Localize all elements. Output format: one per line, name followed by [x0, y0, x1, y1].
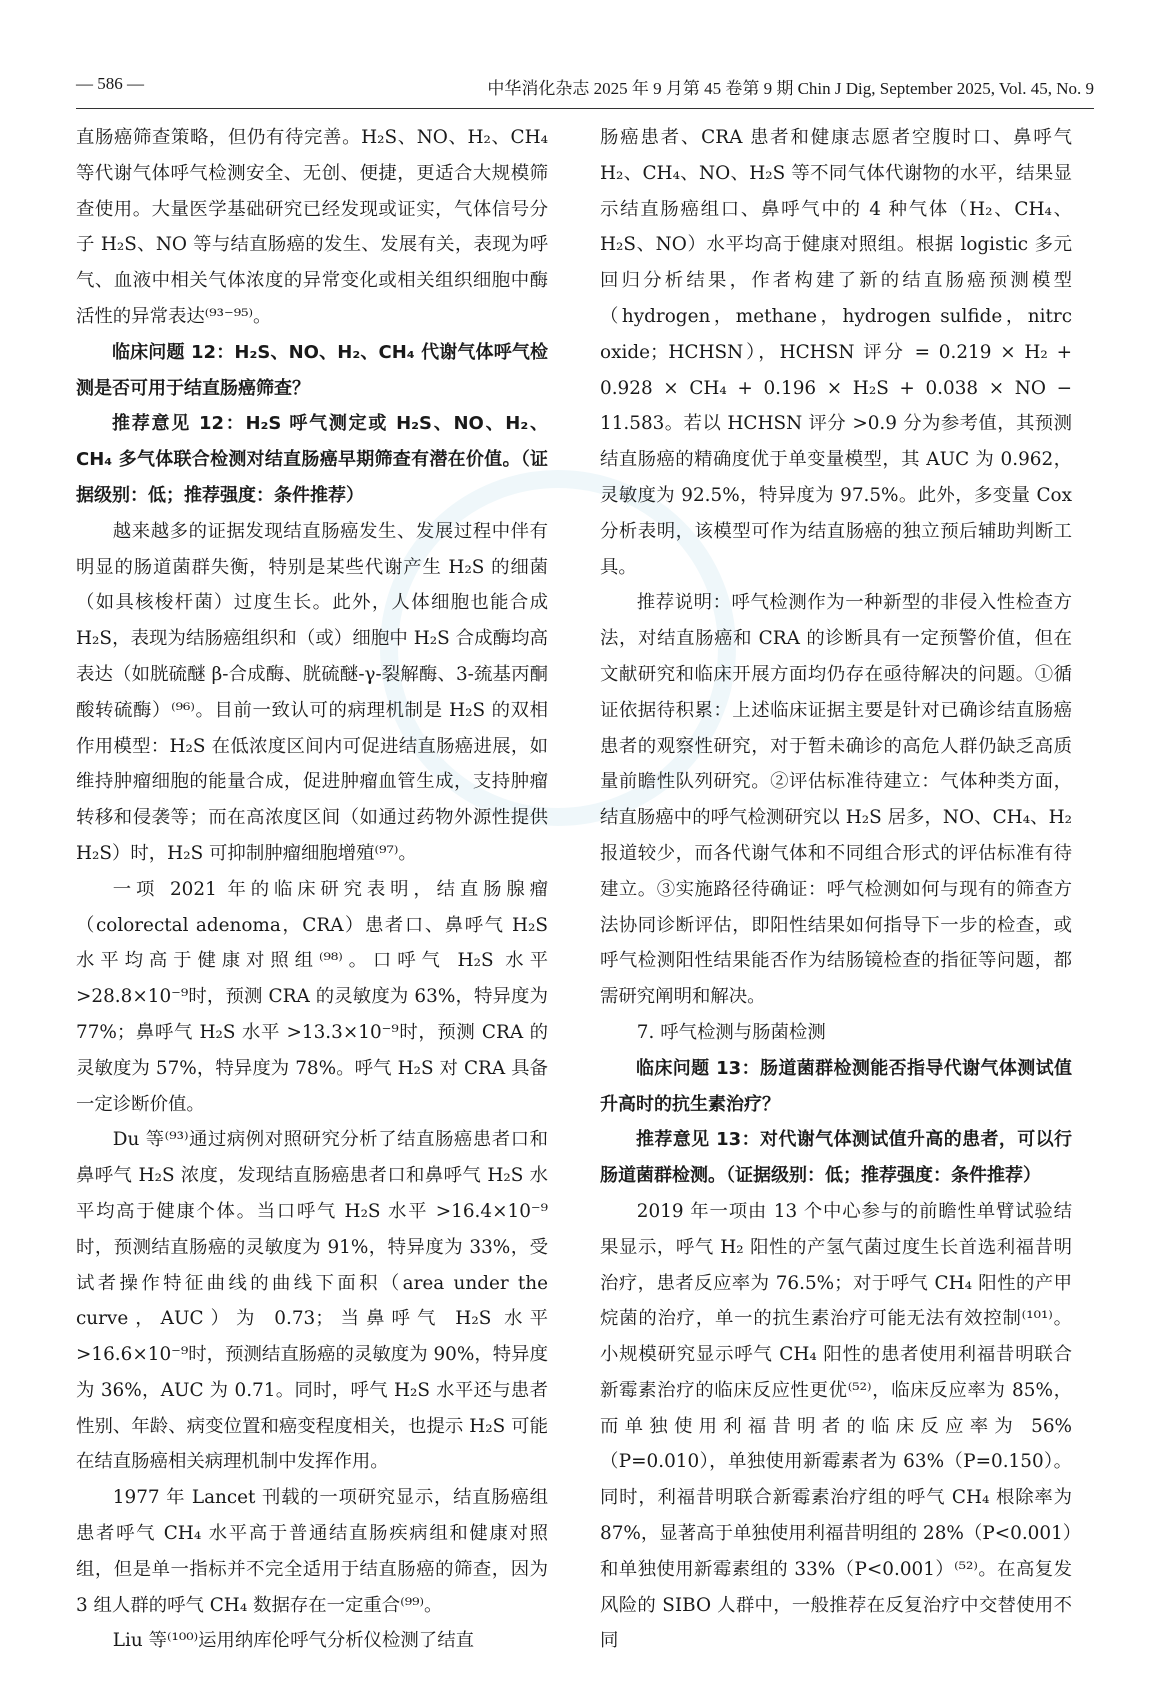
page-number: — 586 — — [76, 74, 144, 93]
right-column — [600, 120, 1072, 1659]
paragraph: Du 等⁽⁹³⁾通过病例对照研究分析了结直肠癌患者口和鼻呼气 H₂S 浓度，发现结直肠癌患者口和鼻呼气 H₂S 水平均高于健康个体。当口呼气 H₂S 水平 >16.4×10⁻⁹时，预测结直肠癌的灵敏度为 91%，特异度为 33%，受试者操作特征曲线的曲线下面积（area under the curve，AUC）为 0.73；当鼻呼气 H₂S 水平 >16.6×10⁻⁹时，预测结直肠癌的灵敏度为 90%，特异度为 36%，AUC 为 0.71。同时，呼气 H₂S 水平还与患者性别、年龄、病变位置和癌变程度相关，也提示 H₂S 可能在结直肠癌相关病理机制中发挥作用。 — [76, 1129, 548, 1473]
section-title: 7. 呼气检测与肠菌检测 — [636, 1021, 826, 1043]
clinical-question-13: 临床问题 13：肠道菌群检测能否指导代谢气体测试值升高时的抗生素治疗？ — [600, 1057, 1072, 1115]
paragraph: 1977 年 Lancet 刊载的一项研究显示，结直肠癌组患者呼气 CH₄ 水平高于普通结直肠疾病组和健康对照组，但是单一指标并不完全适用于结直肠癌的筛查，因为 3 组人群的呼气 CH₄ 数据存在一定重合⁽⁹⁹⁾。 — [76, 1487, 548, 1616]
recommendation-note: 推荐说明：呼气检测作为一种新型的非侵入性检查方法，对结直肠癌和 CRA 的诊断具有一定预警价值，但在文献研究和临床开展方面均仍存在亟待解决的问题。①循证依据待积累：上述临床证据主要是针对已确诊结直肠癌患者的观察性研究，对于暂未确诊的高危人群仍缺乏高质量前瞻性队列研究。②评估标准待建立：气体种类方面，结直肠癌中的呼气检测研究以 H₂S 居多，NO、CH₄、H₂ 报道较少，而各代谢气体和不同组合形式的评估标准有待建立。③实施路径待确证：呼气检测如何与现有的筛查方法协同诊断评估，即阳性结果如何指导下一步的检查，或呼气检测阳性结果能否作为结肠镜检查的指征等问题，都需研究阐明和解决。 — [600, 592, 1072, 1008]
paragraph: 2019 年一项由 13 个中心参与的前瞻性单臂试验结果显示，呼气 H₂ 阳性的产氢气菌过度生长首选利福昔明治疗，患者反应率为 76.5%；对于呼气 CH₄ 阳性的产甲烷菌的治疗，单一的抗生素治疗可能无法有效控制⁽¹⁰¹⁾。小规模研究显示呼气 CH₄ 阳性的患者使用利福昔明联合新霉素治疗的临床反应性更优⁽⁵²⁾，临床反应率为 85%，而单独使用利福昔明者的临床反应率为 56%（P=0.010），单独使用新霉素者为 63%（P=0.150）。同时，利福昔明联合新霉素治疗组的呼气 CH₄ 根除率为 87%，显著高于单独使用利福昔明组的 28%（P<0.001）和单独使用新霉素组的 33%（P<0.001）⁽⁵²⁾。在高复发风险的 SIBO 人群中，一般推荐在反复治疗中交替使用不同 — [600, 1200, 1072, 1652]
recommendation-13: 推荐意见 13：对代谢气体测试值升高的患者，可以行肠道菌群检测。（证据级别：低；推荐强度：条件推荐） — [600, 1129, 1072, 1187]
paragraph: 越来越多的证据发现结直肠癌发生、发展过程中伴有明显的肠道菌群失衡，特别是某些代谢产生 H₂S 的细菌（如具核梭杆菌）过度生长。此外，人体细胞也能合成 H₂S，表现为结肠癌组织和（或）细胞中 H₂S 合成酶均高表达（如胱硫醚 β-合成酶、胱硫醚-γ-裂解酶、3-巯基丙酮酸转硫酶）⁽⁹⁶⁾。目前一致认可的病理机制是 H₂S 的双相作用模型：H₂S 在低浓度区间内可促进结直肠癌进展，如维持肿瘤细胞的能量合成，促进肿瘤血管生成，支持肿瘤转移和侵袭等；而在高浓度区间（如通过药物外源性提供 H₂S）时，H₂S 可抑制肿瘤细胞增殖⁽⁹⁷⁾。 — [76, 520, 548, 864]
left-column — [76, 120, 548, 1659]
page-header — [76, 74, 1094, 102]
paragraph: 直肠癌筛查策略，但仍有待完善。H₂S、NO、H₂、CH₄等代谢气体呼气检测安全、无创、便捷，更适合大规模筛查使用。大量医学基础研究已经发现或证实，气体信号分子 H₂S、NO 等与结直肠癌的发生、发展有关，表现为呼气、血液中相关气体浓度的异常变化或相关组织细胞中酶活性的异常表达⁽⁹³⁻⁹⁵⁾。 — [76, 127, 548, 327]
paragraph: 肠癌患者、CRA 患者和健康志愿者空腹时口、鼻呼气 H₂、CH₄、NO、H₂S 等不同气体代谢物的水平，结果显示结直肠癌组口、鼻呼气中的 4 种气体（H₂、CH₄、H₂S、NO）水平均高于健康对照组。根据 logistic 多元回归分析结果，作者构建了新的结直肠癌预测模型（hydrogen，methane，hydrogen sulfide，nitrc oxide；HCHSN），HCHSN 评分 = 0.219 × H₂ + 0.928 × CH₄ + 0.196 × H₂S + 0.038 × NO − 11.583。若以 HCHSN 评分 >0.9 分为参考值，其预测结直肠癌的精确度优于单变量模型，其 AUC 为 0.962，灵敏度为 92.5%，特异度为 97.5%。此外，多变量 Cox 分析表明，该模型可作为结直肠癌的独立预后辅助判断工具。 — [600, 127, 1072, 578]
recommendation-12: 推荐意见 12：H₂S 呼气测定或 H₂S、NO、H₂、CH₄ 多气体联合检测对结直肠癌早期筛查有潜在价值。（证据级别：低；推荐强度：条件推荐） — [76, 413, 548, 506]
running-head: 中华消化杂志 2025 年 9 月第 45 卷第 9 期 Chin J Dig, September 2025, Vol. 45, No. 9 — [487, 79, 1094, 98]
header-divider — [76, 108, 1094, 109]
paragraph: Liu 等⁽¹⁰⁰⁾运用纳库伦呼气分析仪检测了结直 — [112, 1630, 474, 1652]
paragraph: 一项 2021 年的临床研究表明，结直肠腺瘤（colorectal adenoma，CRA）患者口、鼻呼气 H₂S 水平均高于健康对照组⁽⁹⁸⁾。口呼气 H₂S 水平 >28.8×10⁻⁹时，预测 CRA 的灵敏度为 63%，特异度为 77%；鼻呼气 H₂S 水平 >13.3×10⁻⁹时，预测 CRA 的灵敏度为 57%，特异度为 78%。呼气 H₂S 对 CRA 具备一定诊断价值。 — [76, 878, 548, 1115]
clinical-question-12: 临床问题 12：H₂S、NO、H₂、CH₄ 代谢气体呼气检测是否可用于结直肠癌筛查？ — [76, 341, 548, 399]
